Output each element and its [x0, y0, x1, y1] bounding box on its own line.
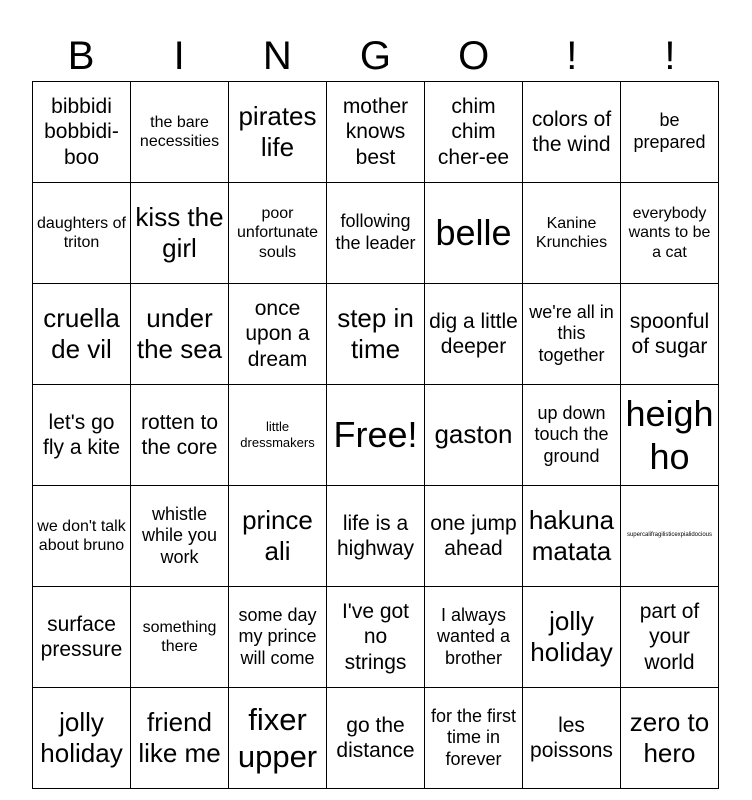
bingo-cell[interactable]: dig a little deeper — [425, 284, 523, 385]
bingo-cell[interactable]: one jump ahead — [425, 486, 523, 587]
bingo-cell[interactable]: spoonful of sugar — [621, 284, 719, 385]
bingo-cell[interactable]: once upon a dream — [229, 284, 327, 385]
bingo-cell[interactable]: go the distance — [327, 688, 425, 789]
bingo-cell[interactable]: les poissons — [523, 688, 621, 789]
bingo-cell[interactable]: mother knows best — [327, 82, 425, 183]
bingo-cell[interactable]: be prepared — [621, 82, 719, 183]
bingo-cell[interactable]: following the leader — [327, 183, 425, 284]
board-row — [33, 284, 719, 385]
bingo-cell[interactable]: I've got no strings — [327, 587, 425, 688]
bingo-cell[interactable]: everybody wants to be a cat — [621, 183, 719, 284]
bingo-cell[interactable]: for the first time in forever — [425, 688, 523, 789]
board-row — [33, 587, 719, 688]
bingo-cell[interactable]: part of your world — [621, 587, 719, 688]
bingo-cell[interactable]: bibbidi bobbidi-boo — [33, 82, 131, 183]
bingo-cell[interactable]: up down touch the ground — [523, 385, 621, 486]
bingo-board — [32, 81, 719, 789]
bingo-cell[interactable]: rotten to the core — [131, 385, 229, 486]
bingo-cell[interactable]: the bare necessities — [131, 82, 229, 183]
header-letter-g: G — [359, 34, 392, 78]
bingo-cell[interactable]: colors of the wind — [523, 82, 621, 183]
bingo-cell[interactable]: gaston — [425, 385, 523, 486]
bingo-cell[interactable]: surface pressure — [33, 587, 131, 688]
header-letter-b: B — [67, 34, 95, 78]
bingo-cell[interactable]: Kanine Krunchies — [523, 183, 621, 284]
bingo-cell[interactable]: we're all in this together — [523, 284, 621, 385]
header-letter-exclaim-1: ! — [566, 34, 578, 78]
bingo-cell[interactable]: pirates life — [229, 82, 327, 183]
bingo-cell[interactable]: little dressmakers — [229, 385, 327, 486]
bingo-header — [32, 30, 719, 82]
bingo-cell[interactable]: belle — [425, 183, 523, 284]
bingo-cell[interactable]: prince ali — [229, 486, 327, 587]
bingo-cell[interactable]: jolly holiday — [33, 688, 131, 789]
header-letter-n: N — [262, 34, 292, 78]
free-space-cell[interactable]: Free! — [327, 385, 425, 486]
board-row — [33, 82, 719, 183]
board-row — [33, 183, 719, 284]
bingo-cell[interactable]: heigh ho — [621, 385, 719, 486]
bingo-cell[interactable]: hakuna matata — [523, 486, 621, 587]
bingo-cell[interactable]: something there — [131, 587, 229, 688]
bingo-cell[interactable]: jolly holiday — [523, 587, 621, 688]
bingo-cell[interactable]: we don't talk about bruno — [33, 486, 131, 587]
bingo-cell[interactable]: some day my prince will come — [229, 587, 327, 688]
bingo-cell[interactable]: cruella de vil — [33, 284, 131, 385]
board-row — [33, 385, 719, 486]
bingo-cell[interactable]: let's go fly a kite — [33, 385, 131, 486]
bingo-cell[interactable]: whistle while you work — [131, 486, 229, 587]
bingo-cell[interactable]: fixer upper — [229, 688, 327, 789]
bingo-cell[interactable]: daughters of triton — [33, 183, 131, 284]
header-letter-o: O — [458, 34, 490, 78]
bingo-cell[interactable]: under the sea — [131, 284, 229, 385]
header-letter-exclaim-2: ! — [664, 34, 676, 78]
bingo-cell[interactable]: step in time — [327, 284, 425, 385]
header-letter-i: I — [173, 34, 185, 78]
board-row — [33, 688, 719, 789]
bingo-cell[interactable]: I always wanted a brother — [425, 587, 523, 688]
board-row — [33, 486, 719, 587]
bingo-cell[interactable]: chim chim cher-ee — [425, 82, 523, 183]
bingo-cell[interactable]: kiss the girl — [131, 183, 229, 284]
bingo-cell[interactable]: friend like me — [131, 688, 229, 789]
bingo-cell[interactable]: life is a highway — [327, 486, 425, 587]
bingo-cell[interactable]: supercalifragilisticexpialidocious — [621, 486, 719, 587]
bingo-cell[interactable]: poor unfortunate souls — [229, 183, 327, 284]
bingo-cell[interactable]: zero to hero — [621, 688, 719, 789]
